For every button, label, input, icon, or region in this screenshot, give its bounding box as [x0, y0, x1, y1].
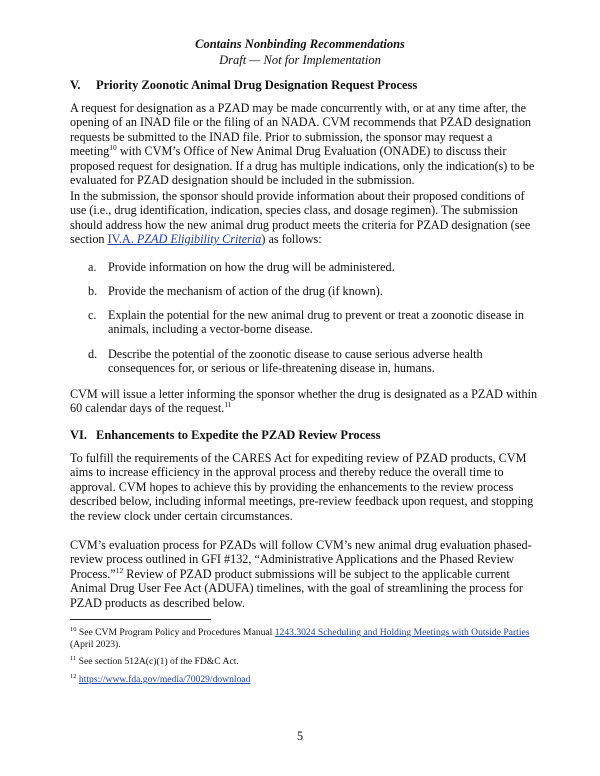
footnote-marker: 12: [70, 672, 77, 680]
list-letter: c.: [88, 308, 97, 322]
footnote-text: See CVM Program Policy and Procedures Manual: [76, 627, 275, 638]
section-vi-number: VI.: [70, 428, 88, 442]
section-vi-paragraph-1: [70, 451, 540, 523]
paragraph-text: CVM will issue a letter informing the sponsor whether the drug is designated as a PZAD within 60 calendar days of the request.: [70, 387, 538, 416]
meetings-manual-link[interactable]: 1243.3024 Scheduling and Holding Meetings with Outside Parties: [274, 627, 530, 638]
section-vi-title: Enhancements to Expedite the PZAD Review Process: [96, 428, 381, 442]
section-v-title: Priority Zoonotic Animal Drug Designation Request Process: [96, 78, 418, 92]
paragraph-text: with CVM’s Office of New Animal Drug Evaluation (ONADE) to discuss their proposed request for designation. If a drug has multiple indications, only the indication(s) to be evaluated for PZAD designation should be included in the submission.: [70, 144, 535, 188]
list-letter: b.: [88, 284, 98, 298]
section-v-paragraph-3: [70, 387, 540, 416]
paragraph-text: Review of PZAD product submissions will be subject to the applicable current Animal Drug User Fee Act (ADUFA) timelines, with the goal of streamlining the process for PZAD products as described below.: [70, 566, 523, 610]
footnote-10: [70, 627, 540, 651]
footnote-text: See section 512A(c)(1) of the FD&C Act.: [76, 656, 239, 667]
list-text: Provide information on how the drug will be administered.: [108, 260, 395, 274]
list-item-b: [88, 284, 540, 298]
section-vi-paragraph-2: [70, 538, 540, 610]
footnote-marker: 11: [70, 654, 77, 662]
list-letter: a.: [88, 260, 97, 274]
footnote-ref-12[interactable]: 12: [115, 565, 124, 575]
section-vi-heading: [70, 428, 380, 443]
link-section-title: PZAD Eligibility Criteria: [136, 232, 262, 247]
paragraph-text: ) as follows:: [261, 232, 322, 247]
list-item-d: [88, 347, 540, 376]
footnote-ref-10[interactable]: 10: [109, 143, 117, 153]
link-section-number: IV.A.: [107, 232, 137, 247]
list-letter: d.: [88, 347, 98, 361]
gfi-132-download-link[interactable]: https://www.fda.gov/media/70029/download: [78, 674, 251, 685]
section-v-number: V.: [70, 78, 81, 92]
pzad-eligibility-criteria-link[interactable]: [108, 232, 262, 246]
paragraph-text: In the submission, the sponsor should provide information about their proposed conditions of use (i.e., drug identification, indication, species class, and dosage regimen). The submission should address how the new animal drug product meets the criteria for PZAD designation (see section: [70, 189, 531, 247]
section-v-paragraph-1: [70, 101, 540, 187]
list-text: Describe the potential of the zoonotic disease to cause serious adverse health consequences for, or serious or life-threatening disease in, humans.: [108, 347, 483, 376]
paragraph-text: To fulfill the requirements of the CARES Act for expediting review of PZAD products, CVM aims to increase efficiency in the approval process and thereby reduce the overall time to approval. CVM hopes to achieve this by providing the enhancements to the review process described below, including informal meetings, pre-review feedback upon request, and stopping the review clock under certain circumstances.: [70, 451, 534, 523]
header-draft: Draft — Not for Implementation: [219, 53, 381, 67]
footnote-11: [70, 656, 540, 668]
list-text: Provide the mechanism of action of the drug (if known).: [108, 284, 383, 298]
paragraph-text: A request for designation as a PZAD may be made concurrently with, or at any time after, the opening of an INAD file or the filing of an NADA. CVM recommends that PZAD designation requests be submitted to the INAD file. Prior to submission, the sponsor may request a meeting: [70, 101, 532, 159]
list-item-c: [88, 308, 540, 337]
section-v-paragraph-2: [70, 189, 540, 247]
footnote-ref-11[interactable]: 11: [224, 400, 232, 410]
list-item-a: [88, 260, 540, 274]
footnote-divider: [70, 619, 211, 620]
footnote-text: (April 2023).: [70, 639, 121, 650]
footnote-12: [70, 674, 540, 686]
list-text: Explain the potential for the new animal drug to prevent or treat a zoonotic disease in animals, including a vector-borne disease.: [108, 308, 524, 337]
header-nonbinding: Contains Nonbinding Recommendations: [195, 37, 405, 51]
footnote-marker: 10: [70, 625, 77, 633]
paragraph-text: CVM’s evaluation process for PZADs will follow CVM’s new animal drug evaluation phased-review process outlined in GFI #132, “Administrative Applications and the Phased Review Process.”: [70, 538, 532, 581]
section-v-heading: [70, 78, 417, 93]
page-number: 5: [296, 729, 304, 743]
